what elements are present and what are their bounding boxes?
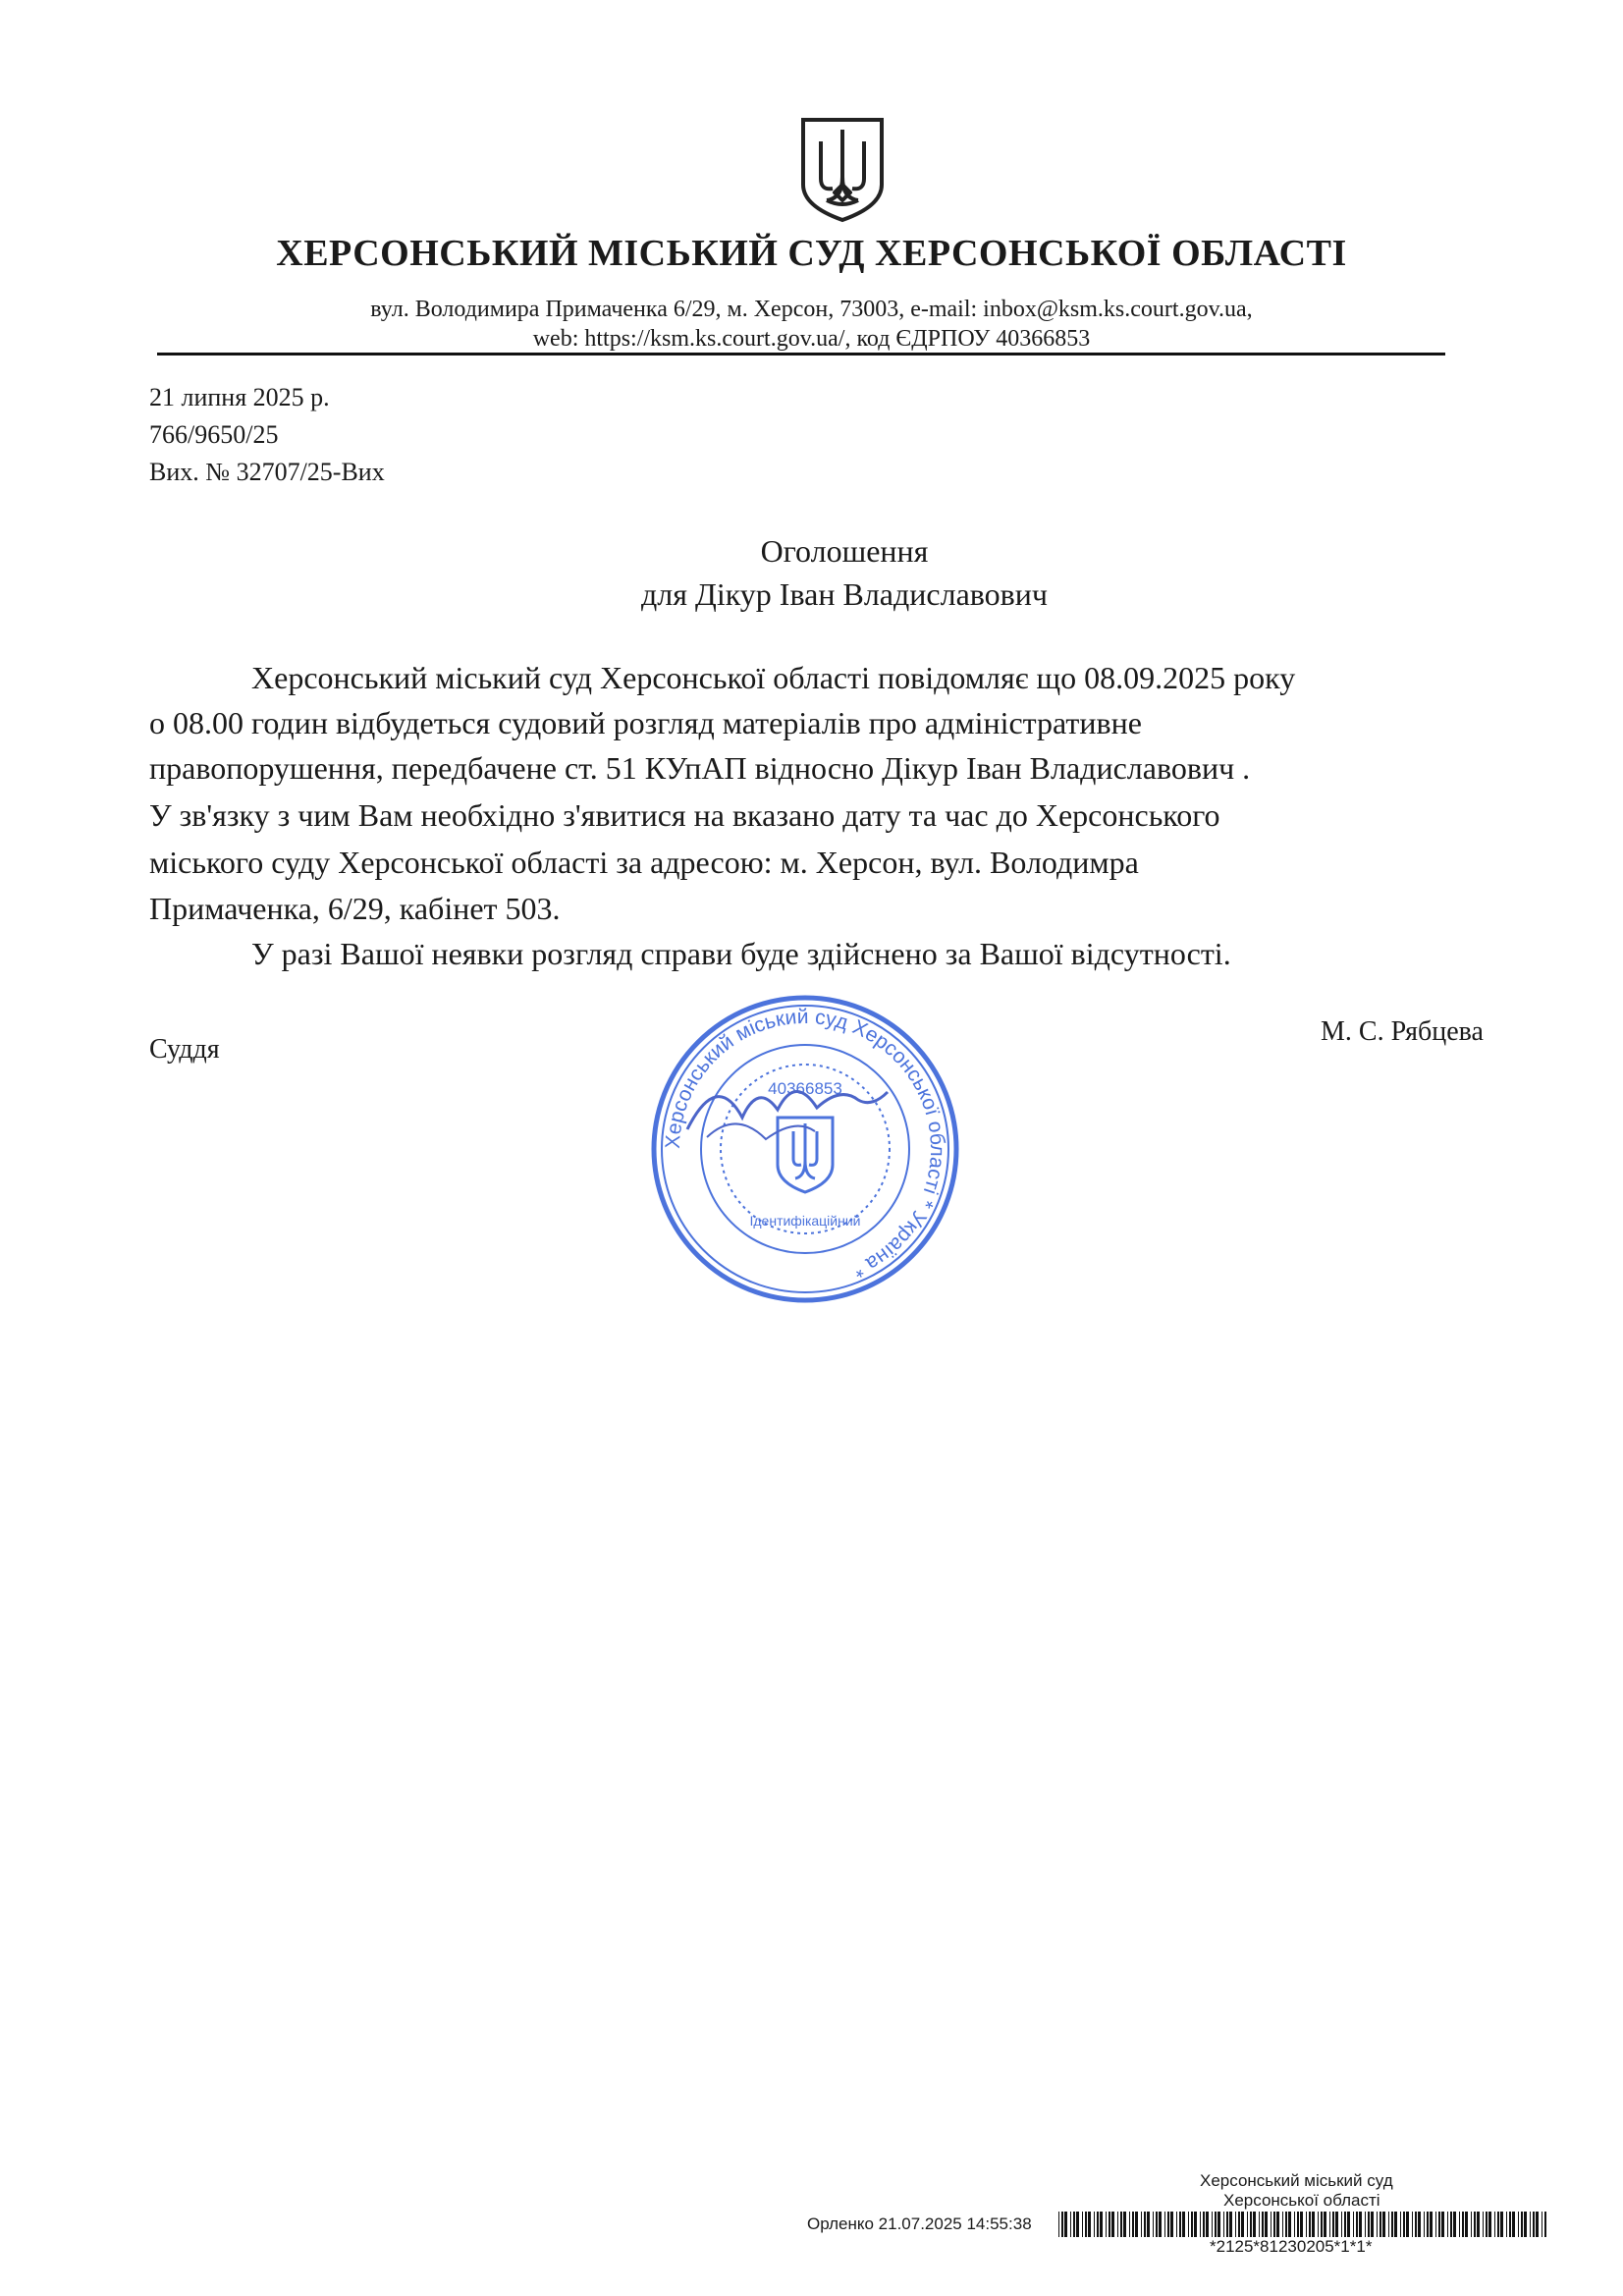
court-web-code: web: https://ksm.ks.court.gov.ua/, код ЄДРПОУ 40366853 [532, 326, 1091, 352]
seal-outer-text: Херсонський міський суд Херсонської області * Україна * [661, 1005, 949, 1283]
body-line: У разі Вашої неявки розгляд справи буде здійснено за Вашої відсутності. [251, 936, 1231, 971]
registration-stamp: Орленко 21.07.2025 14:55:38 [807, 2214, 1032, 2233]
outgoing-number: Вих. № 32707/25-Вих [149, 458, 385, 486]
barcode-number: *2125*81230205*1*1* [1210, 2237, 1373, 2256]
seal-code: 40366853 [768, 1079, 842, 1098]
document-barcode [1058, 2212, 1549, 2237]
body-line: У зв'язку з чим Вам необхідно з'явитися на вказано дату та час до Херсонського [149, 797, 1220, 833]
court-address: вул. Володимира Примаченка 6/29, м. Херсон, 73003, e-mail: inbox@ksm.ks.court.gov.ua, [370, 297, 1253, 322]
footer-court-name: Херсонський міський суд [1200, 2171, 1393, 2190]
signature-name: М. С. Рябцева [1321, 1016, 1484, 1047]
document-addressee: для Дікур Іван Владиславович [641, 576, 1048, 612]
footer-court-region: Херсонської області [1223, 2191, 1380, 2210]
body-line: о 08.00 годин відбудеться судовий розгляд матеріалів про адміністративне [149, 705, 1142, 740]
document-title: Оголошення [760, 533, 929, 569]
body-line: міського суду Херсонської області за адресою: м. Херсон, вул. Володимра [149, 845, 1139, 880]
seal-id-label: Ідентифікаційний [749, 1213, 861, 1229]
trident-emblem-icon [797, 116, 888, 224]
document-date: 21 липня 2025 р. [149, 383, 330, 411]
body-line: Херсонський міський суд Херсонської області повідомляє що 08.09.2025 року [251, 660, 1296, 695]
header-divider [157, 353, 1445, 355]
body-line: правопорушення, передбачене ст. 51 КУпАП відносно Дікур Іван Владиславович . [149, 750, 1251, 786]
court-seal-stamp [648, 992, 962, 1306]
signature-role: Суддя [149, 1034, 220, 1065]
case-number: 766/9650/25 [149, 420, 279, 449]
court-name: ХЕРСОНСЬКИЙ МІСЬКИЙ СУД ХЕРСОНСЬКОЇ ОБЛАСТІ [276, 233, 1347, 274]
body-line: Примаченка, 6/29, кабінет 503. [149, 891, 561, 926]
